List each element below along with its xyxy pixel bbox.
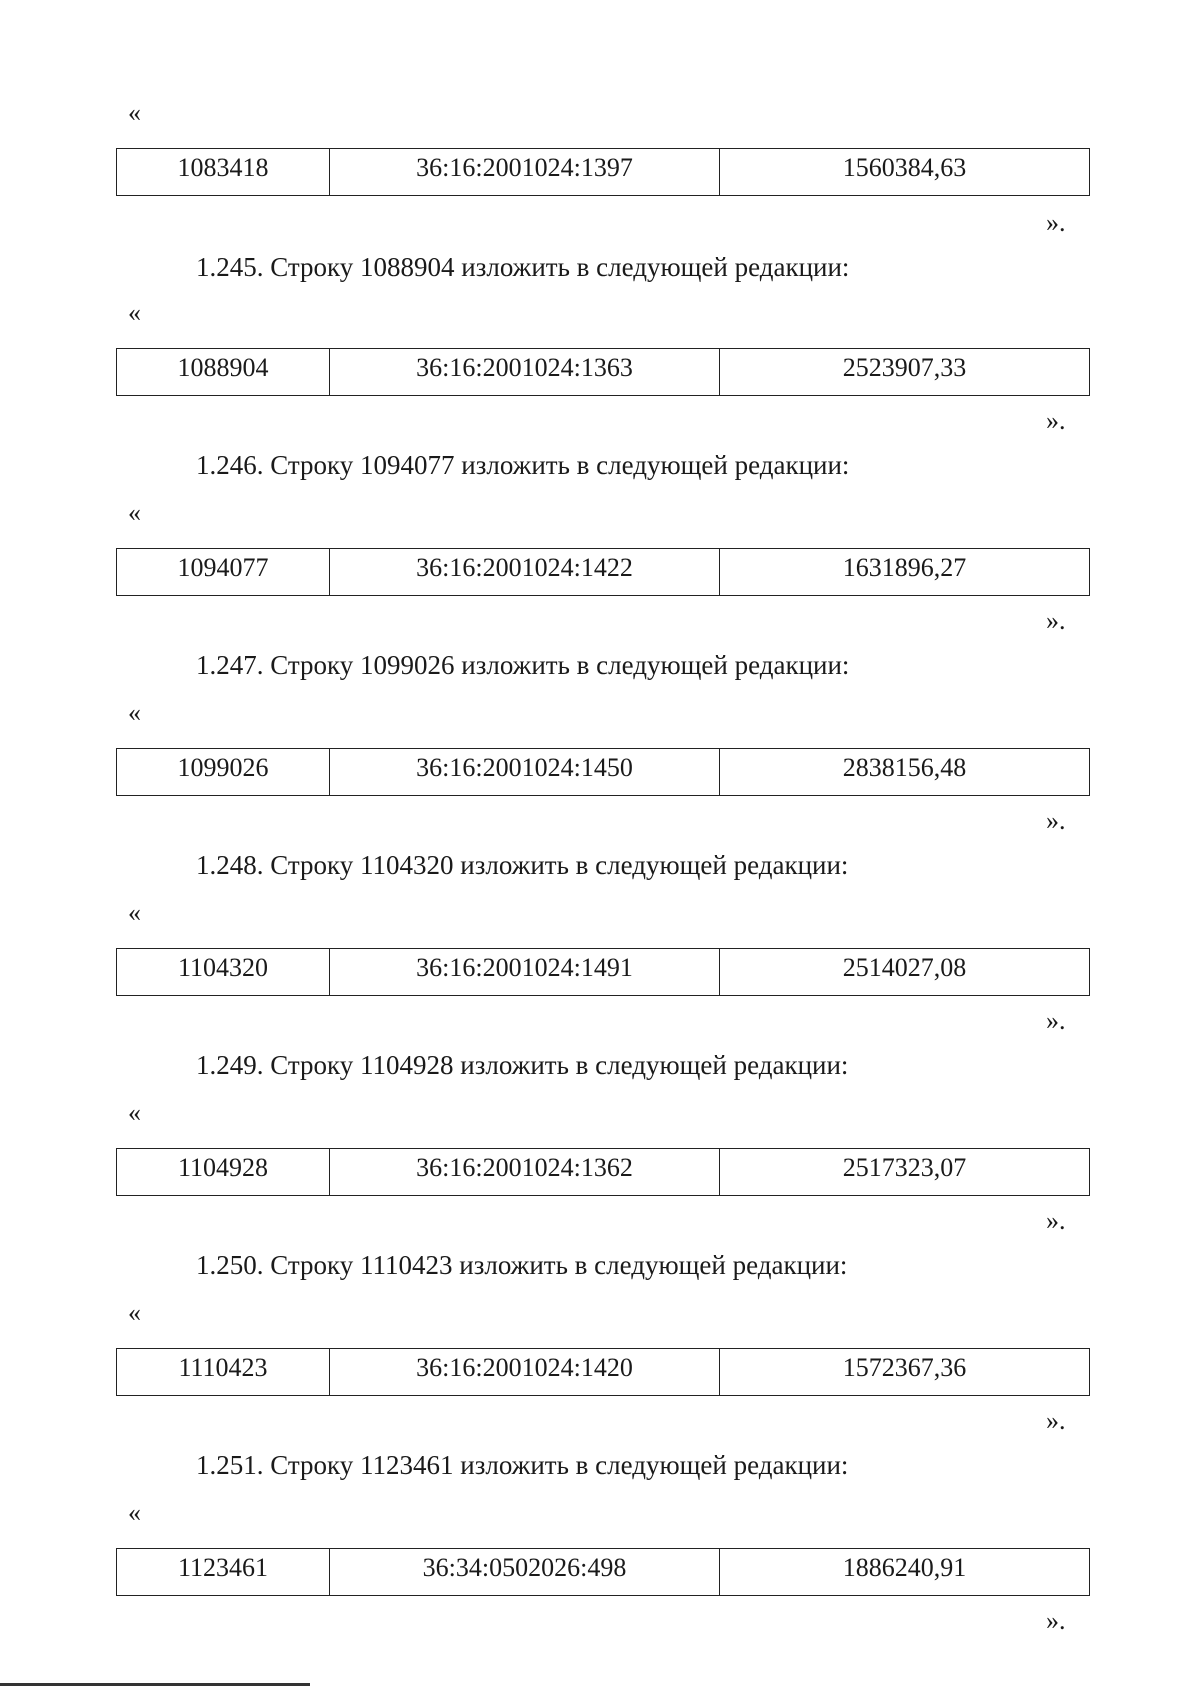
open-quote: « [128,898,141,927]
amendment-instruction: 1.251. Строку 1123461 изложить в следующей редакции: [196,1450,849,1480]
open-quote: « [128,1098,141,1127]
close-quote: ». [1046,208,1066,237]
amendment-instruction: 1.249. Строку 1104928 изложить в следующей редакции: [196,1050,849,1080]
table-row [116,1548,1090,1596]
row-number-cell: 1123461 [177,1553,269,1582]
value-cell: 1631896,27 [719,549,1089,595]
amendment-instruction: 1.245. Строку 1088904 изложить в следующей редакции: [196,252,850,282]
value-cell: 2517323,07 [719,1149,1089,1195]
cadastral-number-cell: 36:16:2001024:1397 [329,149,719,195]
row-number-cell: 1083418 [177,153,269,182]
close-quote: ». [1046,1206,1066,1235]
row-number-cell: 1088904 [177,353,269,382]
cadastral-number-cell: 36:16:2001024:1362 [329,1149,719,1195]
table-row [116,948,1090,996]
table-row [116,548,1090,596]
value-cell: 1886240,91 [719,1549,1089,1595]
row-number-cell: 1099026 [177,753,269,782]
close-quote: ». [1046,1606,1066,1635]
cadastral-number-cell: 36:16:2001024:1491 [329,949,719,995]
close-quote: ». [1046,1006,1066,1035]
close-quote: ». [1046,806,1066,835]
cadastral-number-cell: 36:34:0502026:498 [329,1549,719,1595]
value-cell: 2838156,48 [719,749,1089,795]
amendment-instruction: 1.248. Строку 1104320 изложить в следующей редакции: [196,850,849,880]
row-number-cell: 1110423 [178,1353,268,1382]
table-row [116,1148,1090,1196]
value-cell: 2523907,33 [719,349,1089,395]
open-quote: « [128,98,141,127]
row-number-cell: 1104928 [177,1153,269,1182]
value-cell: 2514027,08 [719,949,1089,995]
open-quote: « [128,1498,141,1527]
open-quote: « [128,698,141,727]
close-quote: ». [1046,1406,1066,1435]
row-number-cell: 1094077 [177,553,269,582]
amendment-instruction: 1.246. Строку 1094077 изложить в следующей редакции: [196,450,850,480]
cadastral-number-cell: 36:16:2001024:1420 [329,1349,719,1395]
table-row [116,148,1090,196]
table-row [116,748,1090,796]
value-cell: 1572367,36 [719,1349,1089,1395]
cadastral-number-cell: 36:16:2001024:1363 [329,349,719,395]
value-cell: 1560384,63 [719,149,1089,195]
open-quote: « [128,1298,141,1327]
open-quote: « [128,298,141,327]
table-row [116,1348,1090,1396]
close-quote: ». [1046,606,1066,635]
cadastral-number-cell: 36:16:2001024:1450 [329,749,719,795]
table-row [116,348,1090,396]
amendment-instruction: 1.247. Строку 1099026 изложить в следующей редакции: [196,650,850,680]
cadastral-number-cell: 36:16:2001024:1422 [329,549,719,595]
close-quote: ». [1046,406,1066,435]
amendment-instruction: 1.250. Строку 1110423 изложить в следующей редакции: [196,1250,848,1280]
open-quote: « [128,498,141,527]
footer-rule [0,1683,310,1686]
row-number-cell: 1104320 [177,953,269,982]
